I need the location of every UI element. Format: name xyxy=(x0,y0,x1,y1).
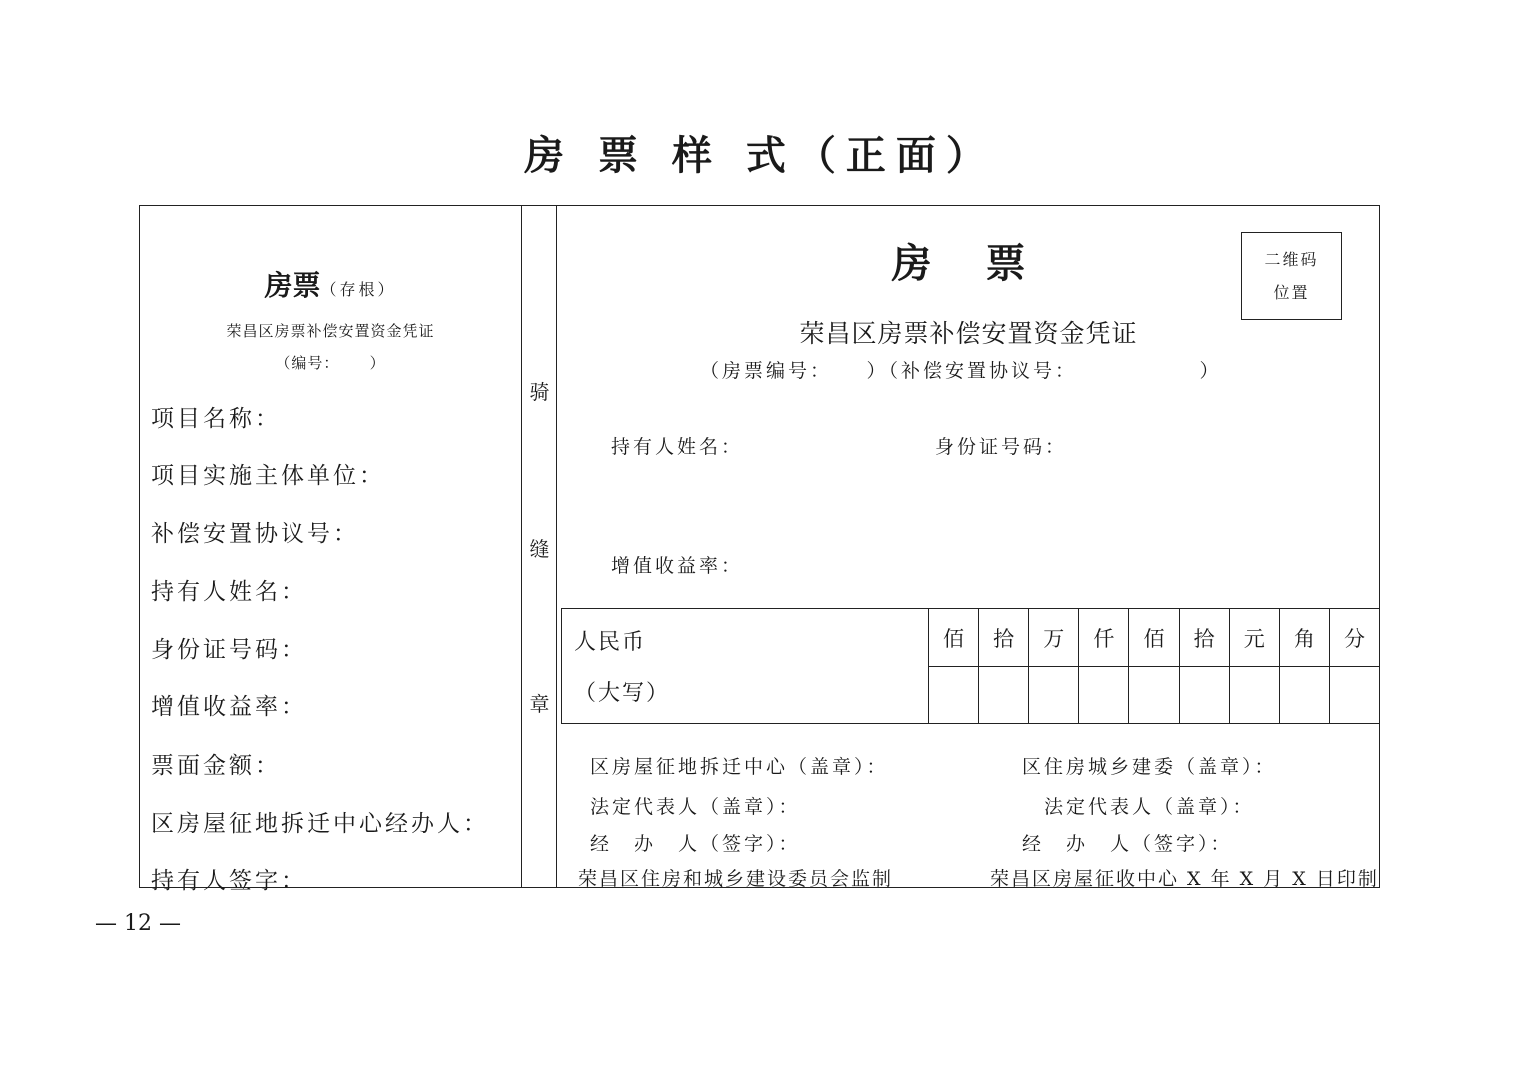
amount-unit: 分 xyxy=(1329,609,1379,667)
stub-field-project-name: 项目名称： xyxy=(151,406,281,432)
ticket-title: 房 票 xyxy=(891,240,1046,287)
ticket-rate: 增值收益率： xyxy=(611,555,744,577)
ticket-subtitle: 荣昌区房票补偿安置资金凭证 xyxy=(799,319,1138,348)
amount-unit: 角 xyxy=(1279,609,1329,667)
stub-field-id-number: 身份证号码： xyxy=(151,637,307,663)
amount-box xyxy=(561,608,1380,724)
amount-unit: 元 xyxy=(1229,609,1279,667)
ticket-number-line: （房票编号： ）（补偿安置协议号： ） xyxy=(700,360,1222,382)
sign-right-legal-rep: 法定代表人（盖章）： xyxy=(1044,796,1255,818)
amount-digit-cell xyxy=(1179,667,1229,725)
amount-grid xyxy=(928,609,1379,724)
amount-unit: 万 xyxy=(1029,609,1079,667)
amount-digit-cell xyxy=(1129,667,1179,725)
stub-subtitle: 荣昌区房票补偿安置资金凭证 xyxy=(226,322,435,340)
stub-field-amount: 票面金额： xyxy=(151,753,281,779)
sign-left-handler: 经 办 人（签字）： xyxy=(590,833,801,855)
amount-unit: 仟 xyxy=(1079,609,1129,667)
stub-field-agreement-no: 补偿安置协议号： xyxy=(151,521,359,547)
stub-field-rate: 增值收益率： xyxy=(151,694,307,720)
stub-title xyxy=(140,264,521,304)
qr-label-line2: 位置 xyxy=(1273,283,1310,302)
stub-title-text: 房票 xyxy=(264,269,321,302)
amount-unit: 拾 xyxy=(1179,609,1229,667)
amount-unit: 佰 xyxy=(1129,609,1179,667)
footer-printed-by: 荣昌区房屋征收中心 X 年 X 月 X 日印制 xyxy=(990,868,1379,890)
stub-field-holder-signature: 持有人签字： xyxy=(151,868,307,894)
seam-char: 骑 xyxy=(529,380,550,404)
stub-field-holder-name: 持有人姓名： xyxy=(151,579,307,605)
sign-demolition-center-seal: 区房屋征地拆迁中心（盖章）： xyxy=(590,756,889,778)
ticket-holder-name: 持有人姓名： xyxy=(611,436,744,458)
page-number: — 12 — xyxy=(95,911,181,936)
stub-field-handler: 区房屋征地拆迁中心经办人： xyxy=(151,811,489,837)
stub-title-note: （存根） xyxy=(320,280,397,299)
qr-label-line1: 二维码 xyxy=(1264,250,1319,269)
stub-field-implementer: 项目实施主体单位： xyxy=(151,463,385,489)
amount-digit-cell xyxy=(1279,667,1329,725)
qr-code-placeholder xyxy=(1241,232,1342,320)
amount-label-capital: （大写） xyxy=(574,681,671,706)
amount-unit: 拾 xyxy=(979,609,1029,667)
amount-digit-cell xyxy=(1329,667,1379,725)
sign-left-legal-rep: 法定代表人（盖章）： xyxy=(590,796,801,818)
amount-digit-cell xyxy=(979,667,1029,725)
page-title: 房 票 样 式（正面） xyxy=(524,132,996,179)
amount-label-rmb: 人民币 xyxy=(574,630,647,655)
amount-digit-cell xyxy=(1029,667,1079,725)
amount-digit-cell xyxy=(1079,667,1129,725)
sign-right-handler: 经 办 人（签字）： xyxy=(1022,833,1233,855)
amount-digit-cell xyxy=(929,667,979,725)
ticket-id-number: 身份证号码： xyxy=(935,436,1068,458)
sign-housing-committee-seal: 区住房城乡建委（盖章）： xyxy=(1022,756,1277,778)
amount-digit-cell xyxy=(1229,667,1279,725)
seam-char: 章 xyxy=(529,692,550,716)
stub-number: （编号： ） xyxy=(275,354,386,372)
amount-unit: 佰 xyxy=(929,609,979,667)
seam-char: 缝 xyxy=(529,537,550,561)
footer-supervised-by: 荣昌区住房和城乡建设委员会监制 xyxy=(578,868,894,890)
